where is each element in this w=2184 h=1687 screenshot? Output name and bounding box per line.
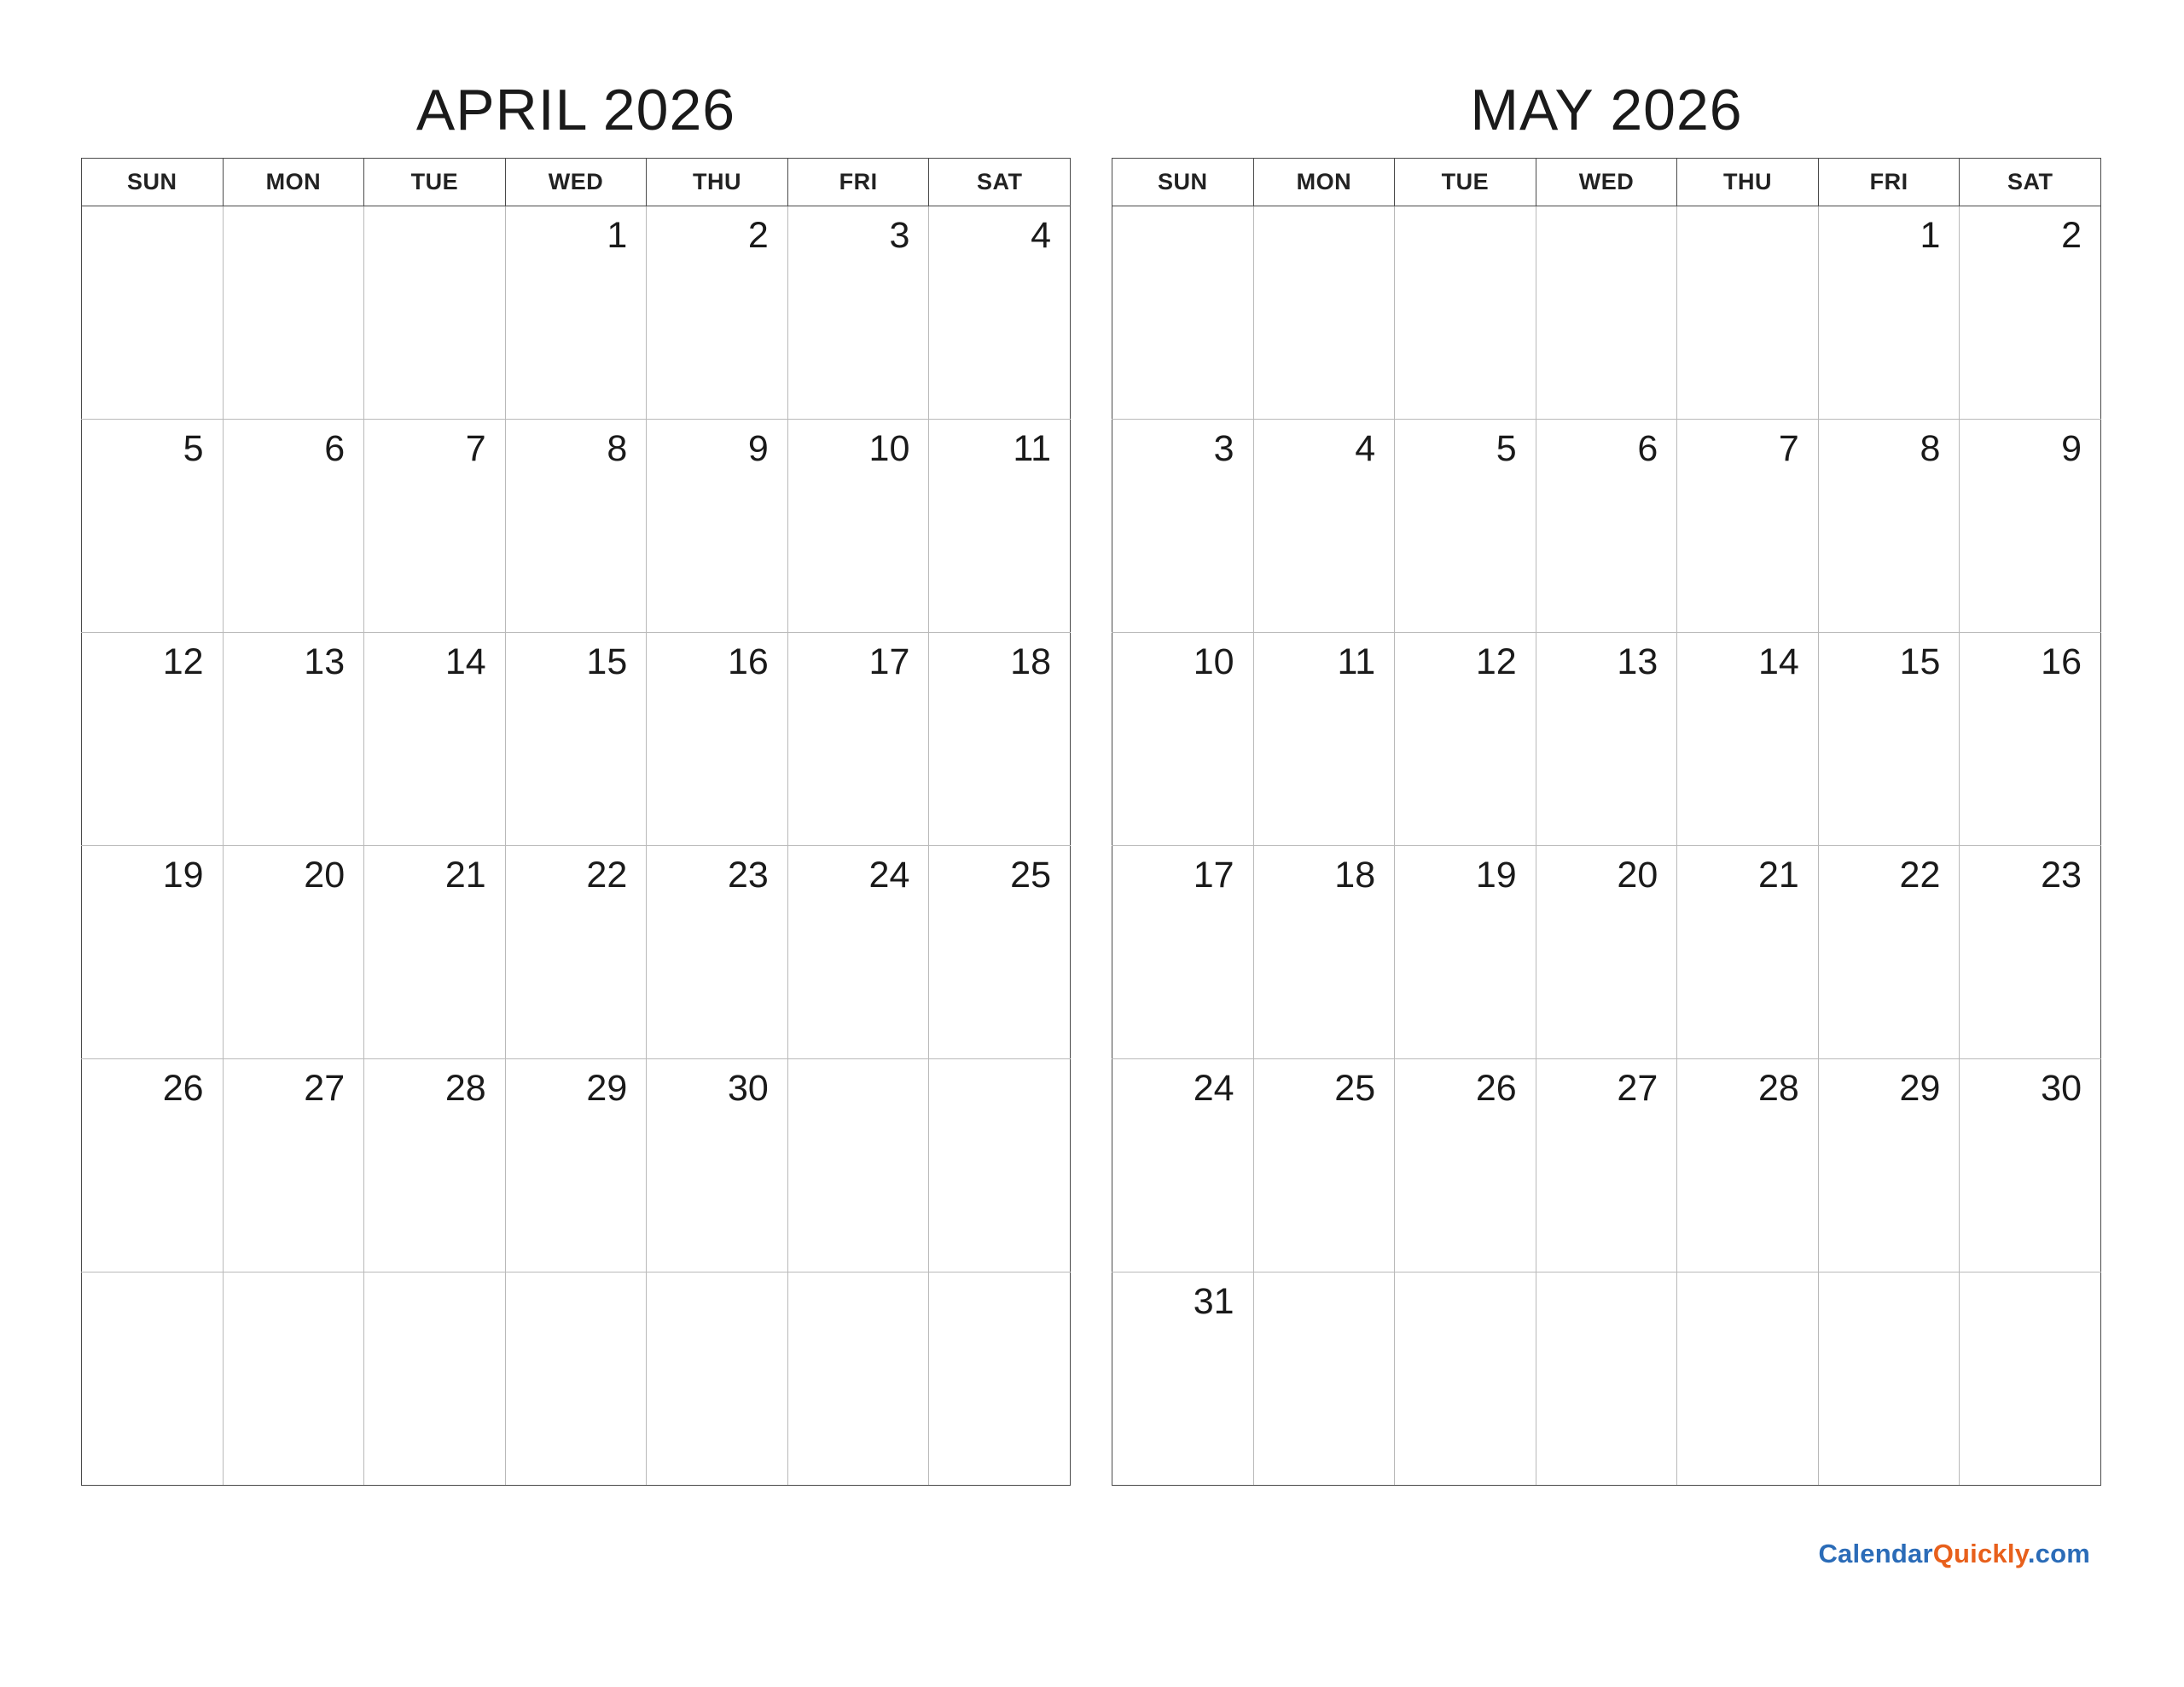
day-cell[interactable]: 21: [1677, 846, 1819, 1059]
day-cell[interactable]: 28: [1677, 1059, 1819, 1272]
day-cell[interactable]: 2: [647, 206, 788, 420]
day-cell[interactable]: 2: [1960, 206, 2101, 420]
day-cell[interactable]: 19: [82, 846, 224, 1059]
day-cell[interactable]: [1677, 1272, 1819, 1486]
weekday-sat: SAT: [929, 159, 1071, 206]
day-cell[interactable]: 18: [929, 633, 1071, 846]
weekday-header-row: [82, 159, 1071, 206]
day-cell[interactable]: 8: [1818, 420, 1960, 633]
day-cell[interactable]: 15: [505, 633, 647, 846]
day-cell[interactable]: [364, 1272, 506, 1486]
day-cell[interactable]: 10: [787, 420, 929, 633]
day-cell[interactable]: 1: [505, 206, 647, 420]
day-cell[interactable]: 1: [1818, 206, 1960, 420]
day-cell[interactable]: [505, 1272, 647, 1486]
day-cell[interactable]: 9: [647, 420, 788, 633]
day-cell[interactable]: 8: [505, 420, 647, 633]
day-cell[interactable]: 4: [929, 206, 1071, 420]
weekday-header-row: [1112, 159, 2101, 206]
day-cell[interactable]: [82, 206, 224, 420]
day-cell[interactable]: 3: [787, 206, 929, 420]
day-cell[interactable]: 16: [1960, 633, 2101, 846]
day-cell[interactable]: [787, 1272, 929, 1486]
day-cell[interactable]: 14: [364, 633, 506, 846]
day-cell[interactable]: 12: [82, 633, 224, 846]
weekday-fri: FRI: [1818, 159, 1960, 206]
day-cell[interactable]: 24: [787, 846, 929, 1059]
day-cell[interactable]: [1395, 206, 1536, 420]
week-row: [82, 846, 1071, 1059]
week-row: [1112, 846, 2101, 1059]
day-cell[interactable]: 4: [1253, 420, 1395, 633]
week-row: [1112, 1272, 2101, 1486]
day-cell[interactable]: 28: [364, 1059, 506, 1272]
day-cell[interactable]: [929, 1272, 1071, 1486]
day-cell[interactable]: [1818, 1272, 1960, 1486]
weekday-wed: WED: [1536, 159, 1677, 206]
day-cell[interactable]: 18: [1253, 846, 1395, 1059]
day-cell[interactable]: 11: [1253, 633, 1395, 846]
week-row: [1112, 206, 2101, 420]
day-cell[interactable]: 23: [1960, 846, 2101, 1059]
day-cell[interactable]: 6: [1536, 420, 1677, 633]
day-cell[interactable]: 29: [505, 1059, 647, 1272]
day-cell[interactable]: 14: [1677, 633, 1819, 846]
day-cell[interactable]: [1960, 1272, 2101, 1486]
weekday-tue: TUE: [1395, 159, 1536, 206]
day-cell[interactable]: 11: [929, 420, 1071, 633]
day-cell[interactable]: [1677, 206, 1819, 420]
week-row: [82, 1059, 1071, 1272]
day-cell[interactable]: 7: [364, 420, 506, 633]
day-cell[interactable]: 20: [1536, 846, 1677, 1059]
month-grid-may: [1112, 158, 2101, 1486]
day-cell[interactable]: 22: [1818, 846, 1960, 1059]
brand-part-calendar: Calendar: [1818, 1539, 1933, 1568]
day-cell[interactable]: [82, 1272, 224, 1486]
day-cell[interactable]: 23: [647, 846, 788, 1059]
day-cell[interactable]: [1536, 206, 1677, 420]
day-cell[interactable]: 9: [1960, 420, 2101, 633]
day-cell[interactable]: 7: [1677, 420, 1819, 633]
day-cell[interactable]: 27: [223, 1059, 364, 1272]
calendar-month-may: [1112, 78, 2101, 1486]
day-cell-highlighted[interactable]: 25: [1253, 1059, 1395, 1272]
day-cell[interactable]: 5: [82, 420, 224, 633]
week-row: [1112, 633, 2101, 846]
day-cell[interactable]: 29: [1818, 1059, 1960, 1272]
week-row: [82, 1272, 1071, 1486]
day-cell[interactable]: 30: [647, 1059, 788, 1272]
weekday-sun: SUN: [1112, 159, 1254, 206]
day-cell[interactable]: [1536, 1272, 1677, 1486]
week-row: [82, 420, 1071, 633]
brand-part-tld: .com: [2027, 1539, 2090, 1568]
month-title: MAY 2026: [1470, 78, 1743, 142]
day-cell[interactable]: 17: [1112, 846, 1254, 1059]
day-cell[interactable]: [223, 206, 364, 420]
day-cell[interactable]: 24: [1112, 1059, 1254, 1272]
day-cell[interactable]: 22: [505, 846, 647, 1059]
day-cell[interactable]: 16: [647, 633, 788, 846]
day-cell[interactable]: [1395, 1272, 1536, 1486]
weekday-fri: FRI: [787, 159, 929, 206]
day-cell[interactable]: [647, 1272, 788, 1486]
week-row: [82, 633, 1071, 846]
weekday-mon: MON: [1253, 159, 1395, 206]
day-cell[interactable]: [929, 1059, 1071, 1272]
day-cell[interactable]: 19: [1395, 846, 1536, 1059]
week-row: [1112, 1059, 2101, 1272]
month-grid-april: [81, 158, 1071, 1486]
day-cell[interactable]: 21: [364, 846, 506, 1059]
day-cell[interactable]: 15: [1818, 633, 1960, 846]
day-cell[interactable]: 27: [1536, 1059, 1677, 1272]
day-cell[interactable]: 26: [82, 1059, 224, 1272]
day-cell[interactable]: [364, 206, 506, 420]
day-cell[interactable]: 30: [1960, 1059, 2101, 1272]
day-cell[interactable]: 6: [223, 420, 364, 633]
day-cell[interactable]: 3: [1112, 420, 1254, 633]
day-cell[interactable]: 25: [929, 846, 1071, 1059]
weekday-wed: WED: [505, 159, 647, 206]
weekday-sun: SUN: [82, 159, 224, 206]
day-cell[interactable]: [223, 1272, 364, 1486]
site-branding[interactable]: [1818, 1539, 2090, 1569]
day-cell[interactable]: 12: [1395, 633, 1536, 846]
brand-part-quickly: Quickly: [1932, 1539, 2028, 1568]
day-cell[interactable]: 10: [1112, 633, 1254, 846]
week-row: [1112, 420, 2101, 633]
calendar-month-april: [81, 78, 1071, 1486]
weekday-sat: SAT: [1960, 159, 2101, 206]
day-cell[interactable]: 5: [1395, 420, 1536, 633]
day-cell[interactable]: 31: [1112, 1272, 1254, 1486]
day-cell[interactable]: 13: [1536, 633, 1677, 846]
day-cell[interactable]: 13: [223, 633, 364, 846]
day-cell[interactable]: [1112, 206, 1254, 420]
weekday-thu: THU: [1677, 159, 1819, 206]
month-title: APRIL 2026: [415, 78, 736, 142]
weekday-thu: THU: [647, 159, 788, 206]
day-cell[interactable]: 17: [787, 633, 929, 846]
weekday-tue: TUE: [364, 159, 506, 206]
day-cell[interactable]: [787, 1059, 929, 1272]
day-cell[interactable]: [1253, 206, 1395, 420]
day-cell[interactable]: 20: [223, 846, 364, 1059]
day-cell[interactable]: [1253, 1272, 1395, 1486]
weekday-mon: MON: [223, 159, 364, 206]
day-cell[interactable]: 26: [1395, 1059, 1536, 1272]
week-row: [82, 206, 1071, 420]
